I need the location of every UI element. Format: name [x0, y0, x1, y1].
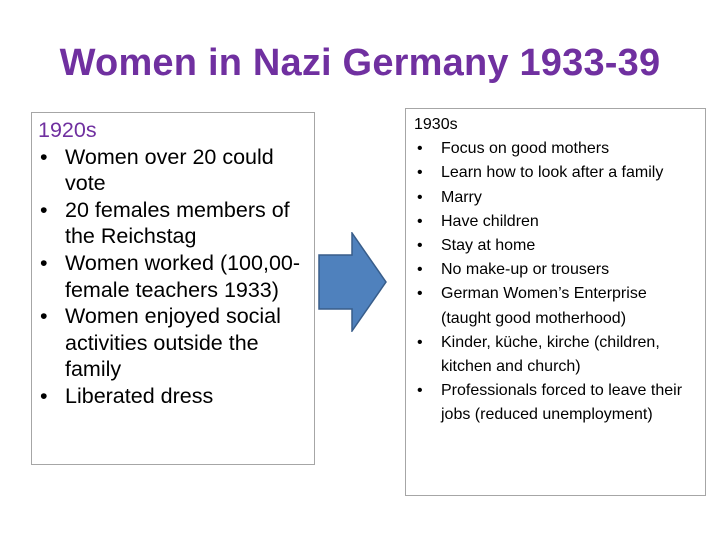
right-arrow-icon [318, 232, 388, 332]
bullet-icon: • [417, 188, 423, 206]
list-item: • Women enjoyed social activities outside the family [40, 304, 281, 382]
list-item: • Liberated dress [40, 383, 214, 408]
slide-title: Women in Nazi Germany 1933-39 [59, 42, 661, 84]
list-item: • Women worked (100,00- female teachers 1933) [40, 250, 301, 302]
list-item: • Learn how to look after a family [414, 161, 699, 185]
bullet-icon: • [417, 333, 423, 351]
list-item: • Marry [414, 186, 699, 210]
bullet-icon: • [40, 144, 48, 169]
list-item: • Kinder, küche, kirche (children, kitchen and church) [414, 331, 699, 379]
bullet-icon: • [40, 250, 48, 275]
bullet-icon: • [40, 383, 48, 408]
bullet-icon: • [417, 285, 423, 303]
bullet-icon: • [417, 212, 423, 230]
bullet-icon: • [417, 261, 423, 279]
box-1920s [31, 112, 315, 465]
bullet-icon: • [417, 237, 423, 255]
list-item: • Focus on good mothers [414, 137, 699, 161]
bullet-icon: • [417, 140, 423, 158]
list-item: • German Women’s Enterprise (taught good motherhood) [414, 282, 699, 330]
list-item: • Stay at home [414, 234, 699, 258]
list-item: • Professionals forced to leave their jobs (reduced unemployment) [414, 379, 699, 427]
heading-1920s: 1920s [38, 118, 97, 142]
bullet-icon: • [40, 304, 48, 329]
heading-1930s: 1930s [414, 116, 458, 133]
list-1930s [414, 137, 699, 427]
list-item: • No make-up or trousers [414, 258, 699, 282]
bullet-icon: • [417, 164, 423, 182]
list-item: • Women over 20 could vote [40, 144, 274, 196]
list-1920s [38, 144, 308, 410]
list-item: • Have children [414, 210, 699, 234]
box-1930s [405, 108, 706, 496]
bullet-icon: • [40, 197, 48, 222]
list-item: • 20 females members of the Reichstag [40, 197, 290, 249]
bullet-icon: • [417, 382, 423, 400]
